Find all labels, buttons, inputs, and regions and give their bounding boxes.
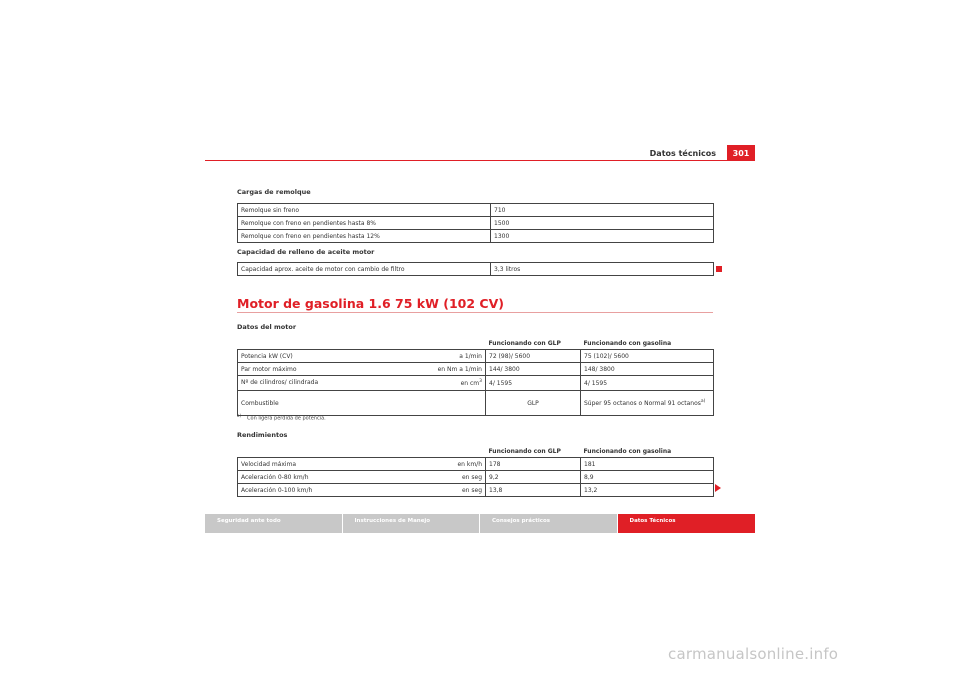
footnote [237, 413, 326, 422]
trailer-loads-table [237, 203, 714, 243]
col-header-glp: Funcionando con GLP [486, 445, 581, 458]
table-header-row [238, 445, 714, 458]
table-header-row [238, 337, 714, 350]
watermark: carmanualsonline.info [668, 645, 839, 663]
table-row [238, 391, 714, 416]
row-label-cell [238, 363, 486, 376]
footer-tab-instrucciones[interactable]: Instrucciones de Manejo [343, 514, 481, 533]
engine-data-heading: Datos del motor [237, 323, 297, 331]
performance-heading: Rendimientos [237, 431, 288, 439]
oil-capacity-table [237, 262, 714, 276]
row-unit: a 1/min [459, 352, 482, 360]
row-label-cell [238, 376, 486, 391]
row-label: Capacidad aprox. aceite de motor con cambio de filtro [238, 263, 491, 276]
footer-tab-consejos[interactable]: Consejos prácticos [480, 514, 618, 533]
section-title-divider [237, 312, 713, 313]
row-label: Par motor máximo [241, 365, 297, 373]
table-row [238, 376, 714, 391]
glp-value: GLP [486, 391, 581, 416]
table-row [238, 484, 714, 497]
gas-value: 13,2 [581, 484, 714, 497]
table-row [238, 363, 714, 376]
row-unit: en Nm a 1/min [437, 365, 482, 373]
glp-value: 178 [486, 458, 581, 471]
oil-capacity-heading: Capacidad de relleno de aceite motor [237, 248, 375, 256]
footer-nav [205, 514, 755, 533]
row-label-cell [238, 458, 486, 471]
row-value: 3,3 litros [491, 263, 714, 276]
glp-value: 144/ 3800 [486, 363, 581, 376]
col-header-glp: Funcionando con GLP [486, 337, 581, 350]
row-value: 1500 [491, 217, 714, 230]
header-spacer [238, 337, 486, 350]
gas-value: 148/ 3800 [581, 363, 714, 376]
row-label: Aceleración 0-100 km/h [241, 486, 313, 494]
page-number: 301 [727, 145, 755, 161]
footnote-ref: a) [700, 399, 706, 404]
trailer-loads-heading: Cargas de remolque [237, 188, 311, 196]
row-unit: en km/h [457, 460, 482, 468]
row-label-cell [238, 350, 486, 363]
row-label: Remolque con freno en pendientes hasta 8% [238, 217, 491, 230]
gas-value: 75 (102)/ 5600 [581, 350, 714, 363]
row-label: Remolque con freno en pendientes hasta 12% [238, 230, 491, 243]
glp-value: 72 (98)/ 5600 [486, 350, 581, 363]
table-row [238, 350, 714, 363]
table-row [238, 471, 714, 484]
gas-value: 8,9 [581, 471, 714, 484]
glp-value: 13,8 [486, 484, 581, 497]
row-label: Potencia kW (CV) [241, 352, 293, 360]
row-unit: en cm [460, 380, 480, 387]
header-spacer [238, 445, 486, 458]
footnote-text: Con ligera pérdida de potencia. [247, 415, 326, 422]
row-unit: en seg [461, 486, 482, 494]
table-row [238, 230, 714, 243]
row-value: 710 [491, 204, 714, 217]
gas-value-cell [581, 391, 714, 416]
table-row [238, 217, 714, 230]
row-label: Combustible [238, 391, 486, 416]
row-label: Remolque sin freno [238, 204, 491, 217]
unit-superscript: 3 [479, 379, 482, 384]
col-header-gas: Funcionando con gasolina [581, 337, 714, 350]
page-header-title: Datos técnicos [649, 149, 716, 158]
row-label: Nº de cilindros/ cilindrada [241, 379, 319, 386]
row-label-cell [238, 471, 486, 484]
glp-value: 4/ 1595 [486, 376, 581, 391]
header-divider [205, 160, 755, 161]
footer-tab-datos-tecnicos[interactable]: Datos Técnicos [618, 514, 756, 533]
row-unit: en seg [461, 473, 482, 481]
continue-arrow-icon [715, 484, 721, 492]
performance-table [237, 445, 714, 497]
col-header-gas: Funcionando con gasolina [581, 445, 714, 458]
table-row [238, 204, 714, 217]
glp-value: 9,2 [486, 471, 581, 484]
gas-value: Súper 95 octanos o Normal 91 octanos [584, 400, 701, 407]
row-label: Velocidad máxima [241, 460, 297, 468]
row-label: Aceleración 0-80 km/h [241, 473, 309, 481]
row-label-cell [238, 484, 486, 497]
footnote-mark: a) [237, 413, 242, 418]
section-end-marker [716, 266, 722, 272]
gas-value: 181 [581, 458, 714, 471]
row-unit-group [461, 379, 482, 387]
footer-tab-seguridad[interactable]: Seguridad ante todo [205, 514, 343, 533]
engine-data-table [237, 337, 714, 416]
row-value: 1300 [491, 230, 714, 243]
gas-value: 4/ 1595 [581, 376, 714, 391]
table-row [238, 263, 714, 276]
table-row [238, 458, 714, 471]
section-title: Motor de gasolina 1.6 75 kW (102 CV) [237, 296, 504, 311]
